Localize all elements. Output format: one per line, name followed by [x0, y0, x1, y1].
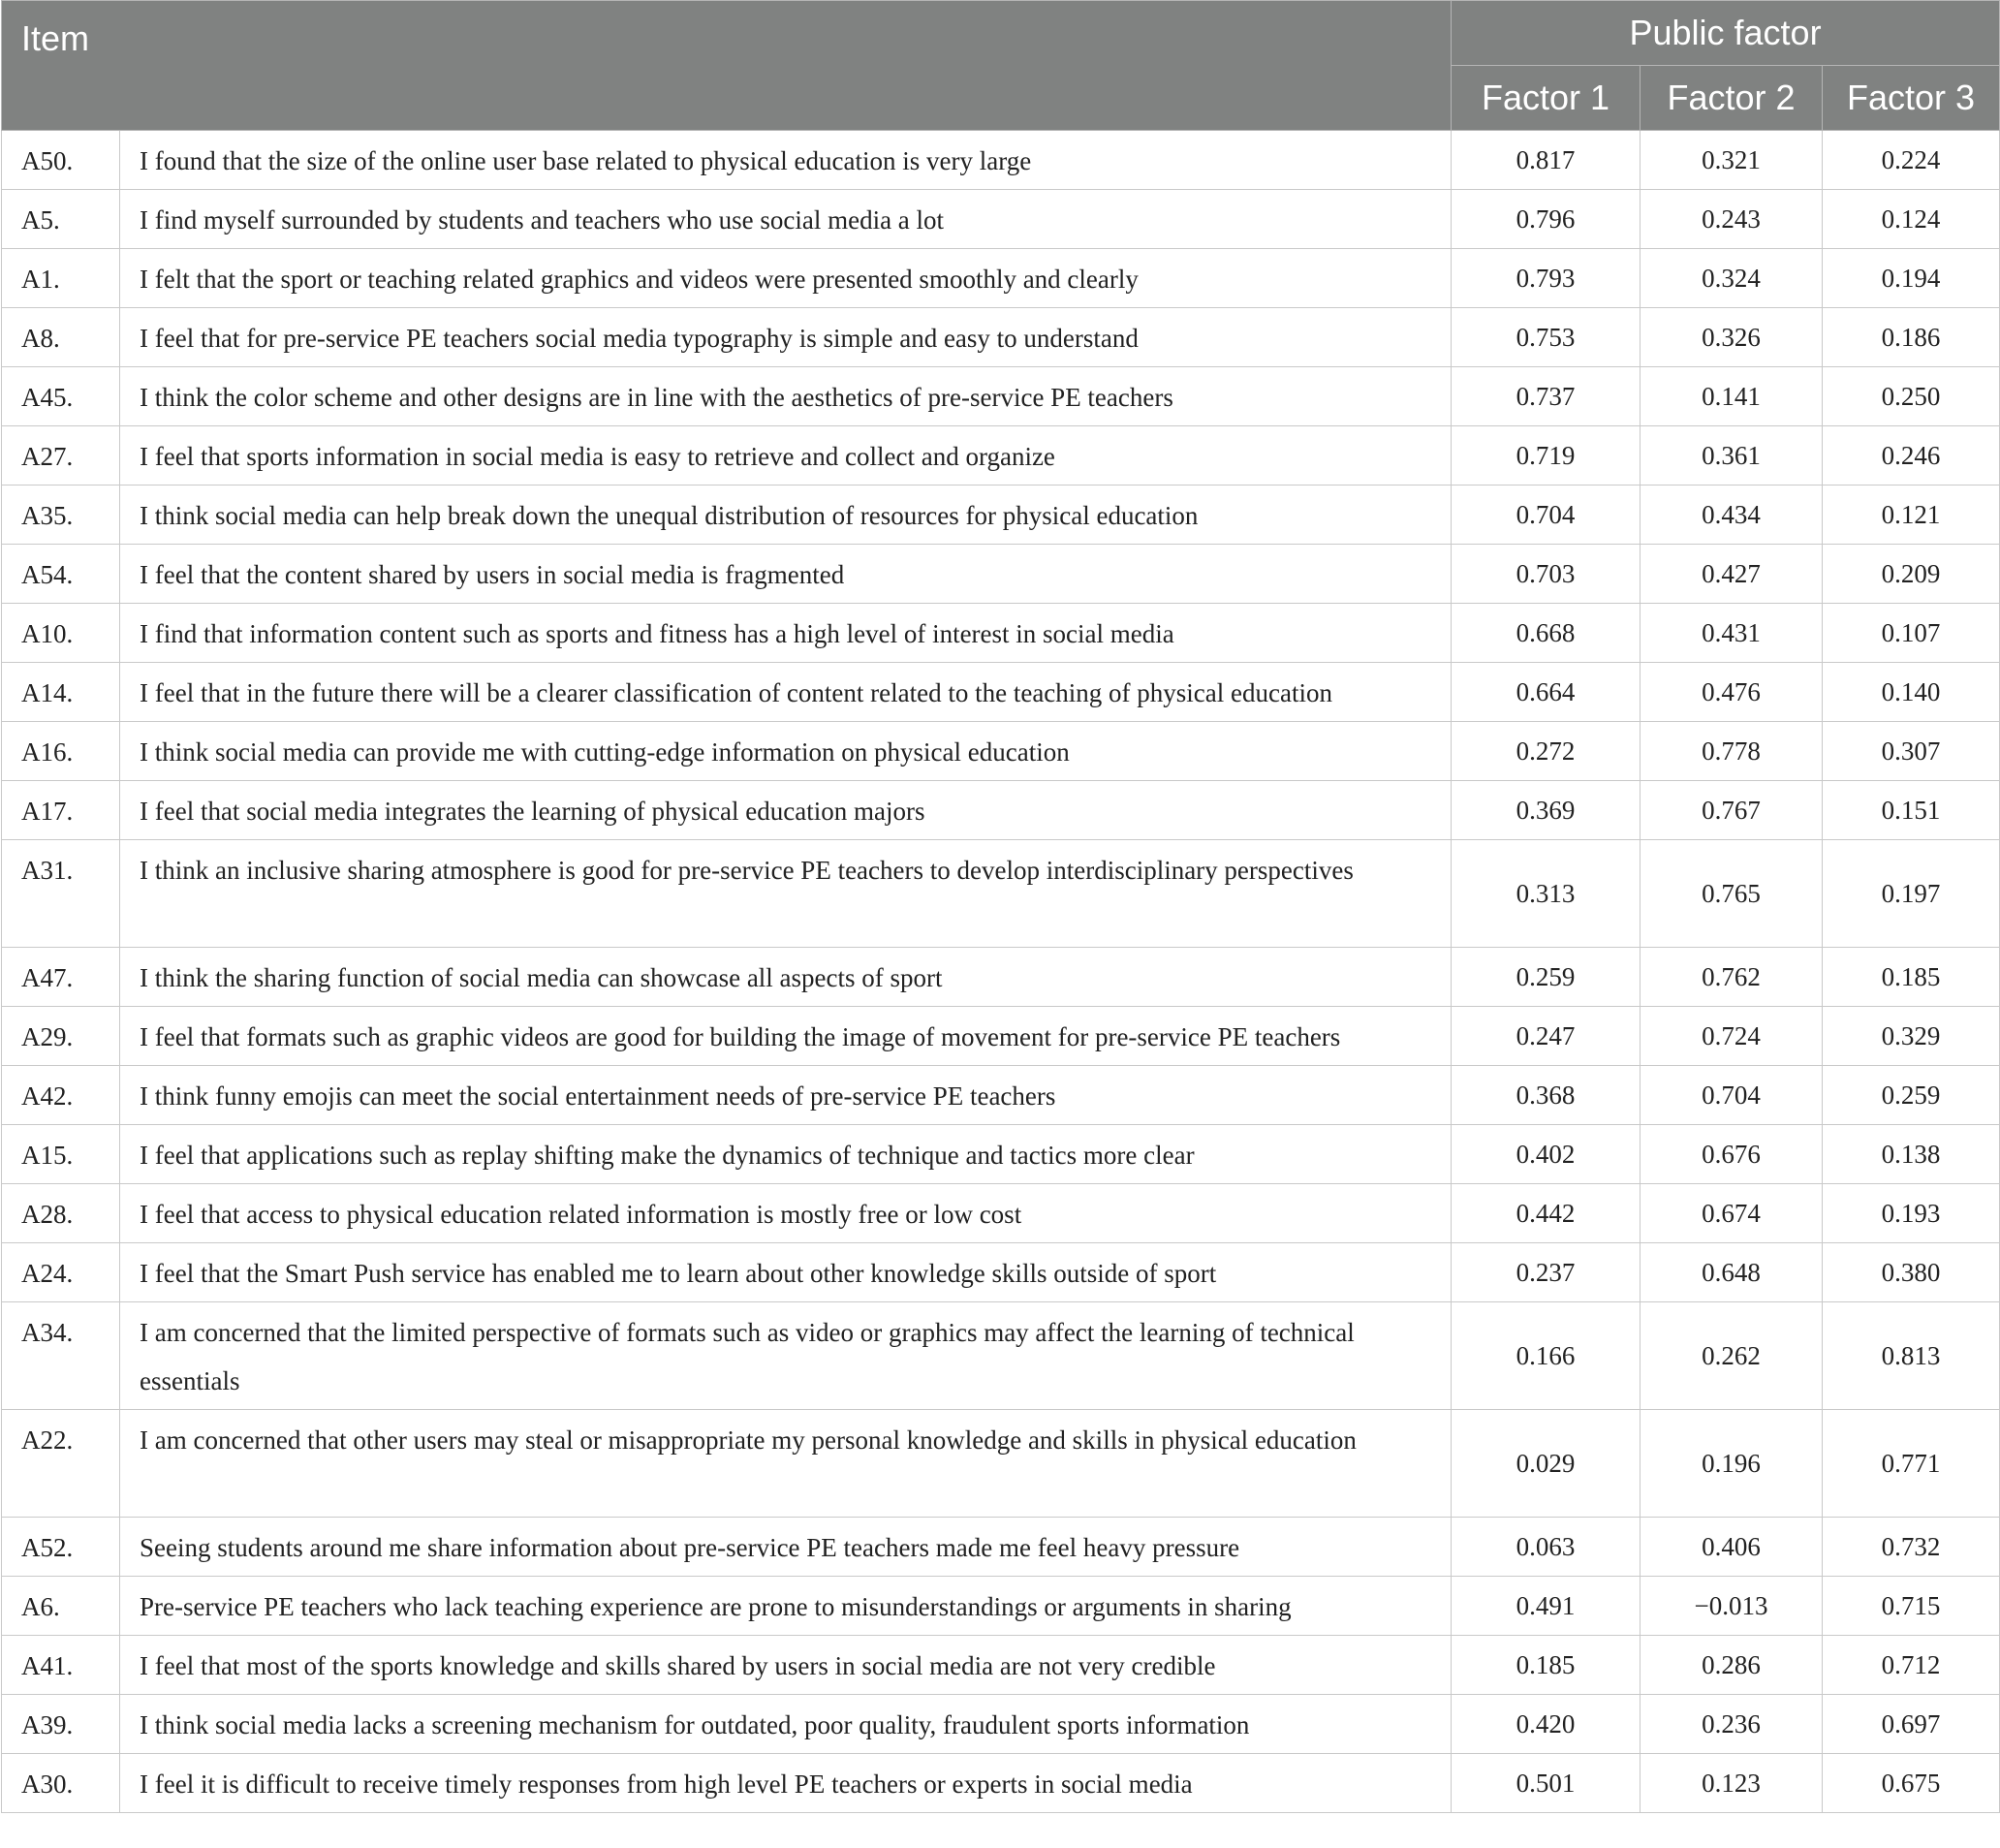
item-id: A31. [2, 840, 120, 948]
table-row [2, 1518, 2000, 1577]
factor-1-value: 0.029 [1452, 1410, 1641, 1518]
factor-1-value: 0.817 [1452, 131, 1641, 190]
factor-2-value: 0.141 [1641, 367, 1823, 426]
item-text: I feel it is difficult to receive timely responses from high level PE teachers or experts in social media [120, 1754, 1452, 1813]
factor-2-value: 0.762 [1641, 948, 1823, 1007]
factor-1-header: Factor 1 [1452, 66, 1641, 131]
table-row [2, 1695, 2000, 1754]
table-row [2, 840, 2000, 948]
item-text: I find myself surrounded by students and teachers who use social media a lot [120, 190, 1452, 249]
factor-3-value: 0.813 [1823, 1302, 2000, 1410]
table-row [2, 131, 2000, 190]
factor-2-value: 0.262 [1641, 1302, 1823, 1410]
factor-2-value: 0.326 [1641, 308, 1823, 367]
item-text: I feel that the Smart Push service has enabled me to learn about other knowledge skills outside of sport [120, 1243, 1452, 1302]
item-id: A5. [2, 190, 120, 249]
factor-2-value: 0.767 [1641, 781, 1823, 840]
item-text: I think an inclusive sharing atmosphere is good for pre-service PE teachers to develop interdisciplinary perspectives [120, 840, 1452, 948]
item-id: A41. [2, 1636, 120, 1695]
item-id: A24. [2, 1243, 120, 1302]
item-text: I feel that sports information in social media is easy to retrieve and collect and organize [120, 426, 1452, 485]
item-id: A47. [2, 948, 120, 1007]
factor-2-value: 0.236 [1641, 1695, 1823, 1754]
factor-1-value: 0.259 [1452, 948, 1641, 1007]
factor-1-value: 0.664 [1452, 663, 1641, 722]
item-id: A22. [2, 1410, 120, 1518]
table-header [2, 1, 2000, 131]
factor-1-value: 0.402 [1452, 1125, 1641, 1184]
factor-2-value: 0.196 [1641, 1410, 1823, 1518]
item-id: A54. [2, 545, 120, 604]
factor-2-value: 0.431 [1641, 604, 1823, 663]
item-text: I feel that most of the sports knowledge and skills shared by users in social media are not very credible [120, 1636, 1452, 1695]
table-row [2, 249, 2000, 308]
factor-3-value: 0.194 [1823, 249, 2000, 308]
factor-2-value: 0.434 [1641, 485, 1823, 545]
factor-3-value: 0.250 [1823, 367, 2000, 426]
item-id: A35. [2, 485, 120, 545]
factor-1-value: 0.185 [1452, 1636, 1641, 1695]
item-text: I think social media lacks a screening mechanism for outdated, poor quality, fraudulent sports information [120, 1695, 1452, 1754]
factor-3-value: 0.246 [1823, 426, 2000, 485]
factor-1-value: 0.737 [1452, 367, 1641, 426]
item-text: I felt that the sport or teaching related graphics and videos were presented smoothly and clearly [120, 249, 1452, 308]
table-row [2, 1577, 2000, 1636]
item-id: A17. [2, 781, 120, 840]
table-row [2, 1410, 2000, 1518]
item-text: I think the sharing function of social media can showcase all aspects of sport [120, 948, 1452, 1007]
table-row [2, 1636, 2000, 1695]
factor-3-value: 0.185 [1823, 948, 2000, 1007]
factor-3-value: 0.209 [1823, 545, 2000, 604]
factor-1-value: 0.501 [1452, 1754, 1641, 1813]
item-text: Pre-service PE teachers who lack teaching experience are prone to misunderstandings or arguments in sharing [120, 1577, 1452, 1636]
table-row [2, 1302, 2000, 1410]
item-text: I feel that in the future there will be a clearer classification of content related to the teaching of physical education [120, 663, 1452, 722]
public-factor-header: Public factor [1452, 1, 2000, 66]
table-row [2, 1125, 2000, 1184]
table-row [2, 190, 2000, 249]
factor-2-value: 0.476 [1641, 663, 1823, 722]
factor-3-value: 0.732 [1823, 1518, 2000, 1577]
factor-3-value: 0.107 [1823, 604, 2000, 663]
item-text: I think the color scheme and other designs are in line with the aesthetics of pre-service PE teachers [120, 367, 1452, 426]
factor-1-value: 0.166 [1452, 1302, 1641, 1410]
table-row [2, 545, 2000, 604]
factor-3-value: 0.712 [1823, 1636, 2000, 1695]
factor-loading-table [1, 0, 2000, 1813]
factor-2-value: 0.704 [1641, 1066, 1823, 1125]
table-row [2, 367, 2000, 426]
table-row [2, 308, 2000, 367]
factor-2-value: 0.676 [1641, 1125, 1823, 1184]
factor-1-value: 0.313 [1452, 840, 1641, 948]
factor-3-value: 0.140 [1823, 663, 2000, 722]
table-row [2, 781, 2000, 840]
item-id: A8. [2, 308, 120, 367]
factor-1-value: 0.272 [1452, 722, 1641, 781]
item-id: A29. [2, 1007, 120, 1066]
table-row [2, 426, 2000, 485]
item-text: I feel that social media integrates the learning of physical education majors [120, 781, 1452, 840]
table-row [2, 485, 2000, 545]
item-text: I feel that applications such as replay shifting make the dynamics of technique and tactics more clear [120, 1125, 1452, 1184]
table-row [2, 1184, 2000, 1243]
table-row [2, 948, 2000, 1007]
table-row [2, 1007, 2000, 1066]
factor-3-value: 0.151 [1823, 781, 2000, 840]
item-text: I feel that the content shared by users in social media is fragmented [120, 545, 1452, 604]
item-id: A28. [2, 1184, 120, 1243]
item-id: A15. [2, 1125, 120, 1184]
factor-2-value: 0.427 [1641, 545, 1823, 604]
factor-1-value: 0.237 [1452, 1243, 1641, 1302]
item-text: I find that information content such as sports and fitness has a high level of interest in social media [120, 604, 1452, 663]
item-id: A6. [2, 1577, 120, 1636]
table-row [2, 1243, 2000, 1302]
table-row [2, 604, 2000, 663]
table-row [2, 1754, 2000, 1813]
factor-2-value: 0.674 [1641, 1184, 1823, 1243]
item-id: A16. [2, 722, 120, 781]
factor-2-value: 0.778 [1641, 722, 1823, 781]
factor-1-value: 0.668 [1452, 604, 1641, 663]
item-text: I feel that access to physical education related information is mostly free or low cost [120, 1184, 1452, 1243]
item-id: A50. [2, 131, 120, 190]
item-id: A45. [2, 367, 120, 426]
factor-1-value: 0.491 [1452, 1577, 1641, 1636]
item-id: A1. [2, 249, 120, 308]
item-text: Seeing students around me share information about pre-service PE teachers made me feel heavy pressure [120, 1518, 1452, 1577]
item-text: I found that the size of the online user base related to physical education is very large [120, 131, 1452, 190]
item-text: I think social media can help break down the unequal distribution of resources for physical education [120, 485, 1452, 545]
factor-1-value: 0.719 [1452, 426, 1641, 485]
factor-1-value: 0.247 [1452, 1007, 1641, 1066]
factor-1-value: 0.420 [1452, 1695, 1641, 1754]
factor-1-value: 0.796 [1452, 190, 1641, 249]
table-body [2, 131, 2000, 1813]
factor-3-value: 0.138 [1823, 1125, 2000, 1184]
item-text: I think social media can provide me with cutting-edge information on physical education [120, 722, 1452, 781]
item-text: I am concerned that other users may steal or misappropriate my personal knowledge and skills in physical education [120, 1410, 1452, 1518]
item-text: I feel that for pre-service PE teachers social media typography is simple and easy to understand [120, 308, 1452, 367]
factor-3-value: 0.124 [1823, 190, 2000, 249]
factor-2-value: −0.013 [1641, 1577, 1823, 1636]
factor-1-value: 0.063 [1452, 1518, 1641, 1577]
item-id: A14. [2, 663, 120, 722]
factor-2-value: 0.243 [1641, 190, 1823, 249]
factor-2-value: 0.648 [1641, 1243, 1823, 1302]
factor-3-value: 0.675 [1823, 1754, 2000, 1813]
item-id: A10. [2, 604, 120, 663]
factor-3-value: 0.771 [1823, 1410, 2000, 1518]
factor-2-value: 0.724 [1641, 1007, 1823, 1066]
factor-1-value: 0.793 [1452, 249, 1641, 308]
factor-3-value: 0.121 [1823, 485, 2000, 545]
factor-2-value: 0.361 [1641, 426, 1823, 485]
factor-2-value: 0.321 [1641, 131, 1823, 190]
table-row [2, 663, 2000, 722]
factor-3-value: 0.193 [1823, 1184, 2000, 1243]
factor-2-value: 0.123 [1641, 1754, 1823, 1813]
item-text: I feel that formats such as graphic videos are good for building the image of movement for pre-service PE teachers [120, 1007, 1452, 1066]
factor-3-header: Factor 3 [1823, 66, 2000, 131]
factor-3-value: 0.186 [1823, 308, 2000, 367]
factor-3-value: 0.307 [1823, 722, 2000, 781]
item-column-header: Item [2, 1, 1452, 131]
factor-1-value: 0.369 [1452, 781, 1641, 840]
factor-2-value: 0.406 [1641, 1518, 1823, 1577]
factor-3-value: 0.197 [1823, 840, 2000, 948]
item-id: A52. [2, 1518, 120, 1577]
item-id: A30. [2, 1754, 120, 1813]
factor-3-value: 0.259 [1823, 1066, 2000, 1125]
factor-1-value: 0.442 [1452, 1184, 1641, 1243]
factor-3-value: 0.697 [1823, 1695, 2000, 1754]
factor-2-value: 0.765 [1641, 840, 1823, 948]
item-id: A39. [2, 1695, 120, 1754]
factor-1-value: 0.704 [1452, 485, 1641, 545]
factor-2-value: 0.286 [1641, 1636, 1823, 1695]
item-id: A27. [2, 426, 120, 485]
item-id: A42. [2, 1066, 120, 1125]
factor-2-value: 0.324 [1641, 249, 1823, 308]
factor-1-value: 0.753 [1452, 308, 1641, 367]
table-row [2, 722, 2000, 781]
table-row [2, 1066, 2000, 1125]
factor-3-value: 0.380 [1823, 1243, 2000, 1302]
item-text: I think funny emojis can meet the social entertainment needs of pre-service PE teachers [120, 1066, 1452, 1125]
factor-3-value: 0.224 [1823, 131, 2000, 190]
factor-3-value: 0.715 [1823, 1577, 2000, 1636]
factor-3-value: 0.329 [1823, 1007, 2000, 1066]
factor-1-value: 0.703 [1452, 545, 1641, 604]
item-id: A34. [2, 1302, 120, 1410]
item-text: I am concerned that the limited perspective of formats such as video or graphics may affect the learning of technical essentials [120, 1302, 1452, 1410]
factor-2-header: Factor 2 [1641, 66, 1823, 131]
factor-1-value: 0.368 [1452, 1066, 1641, 1125]
